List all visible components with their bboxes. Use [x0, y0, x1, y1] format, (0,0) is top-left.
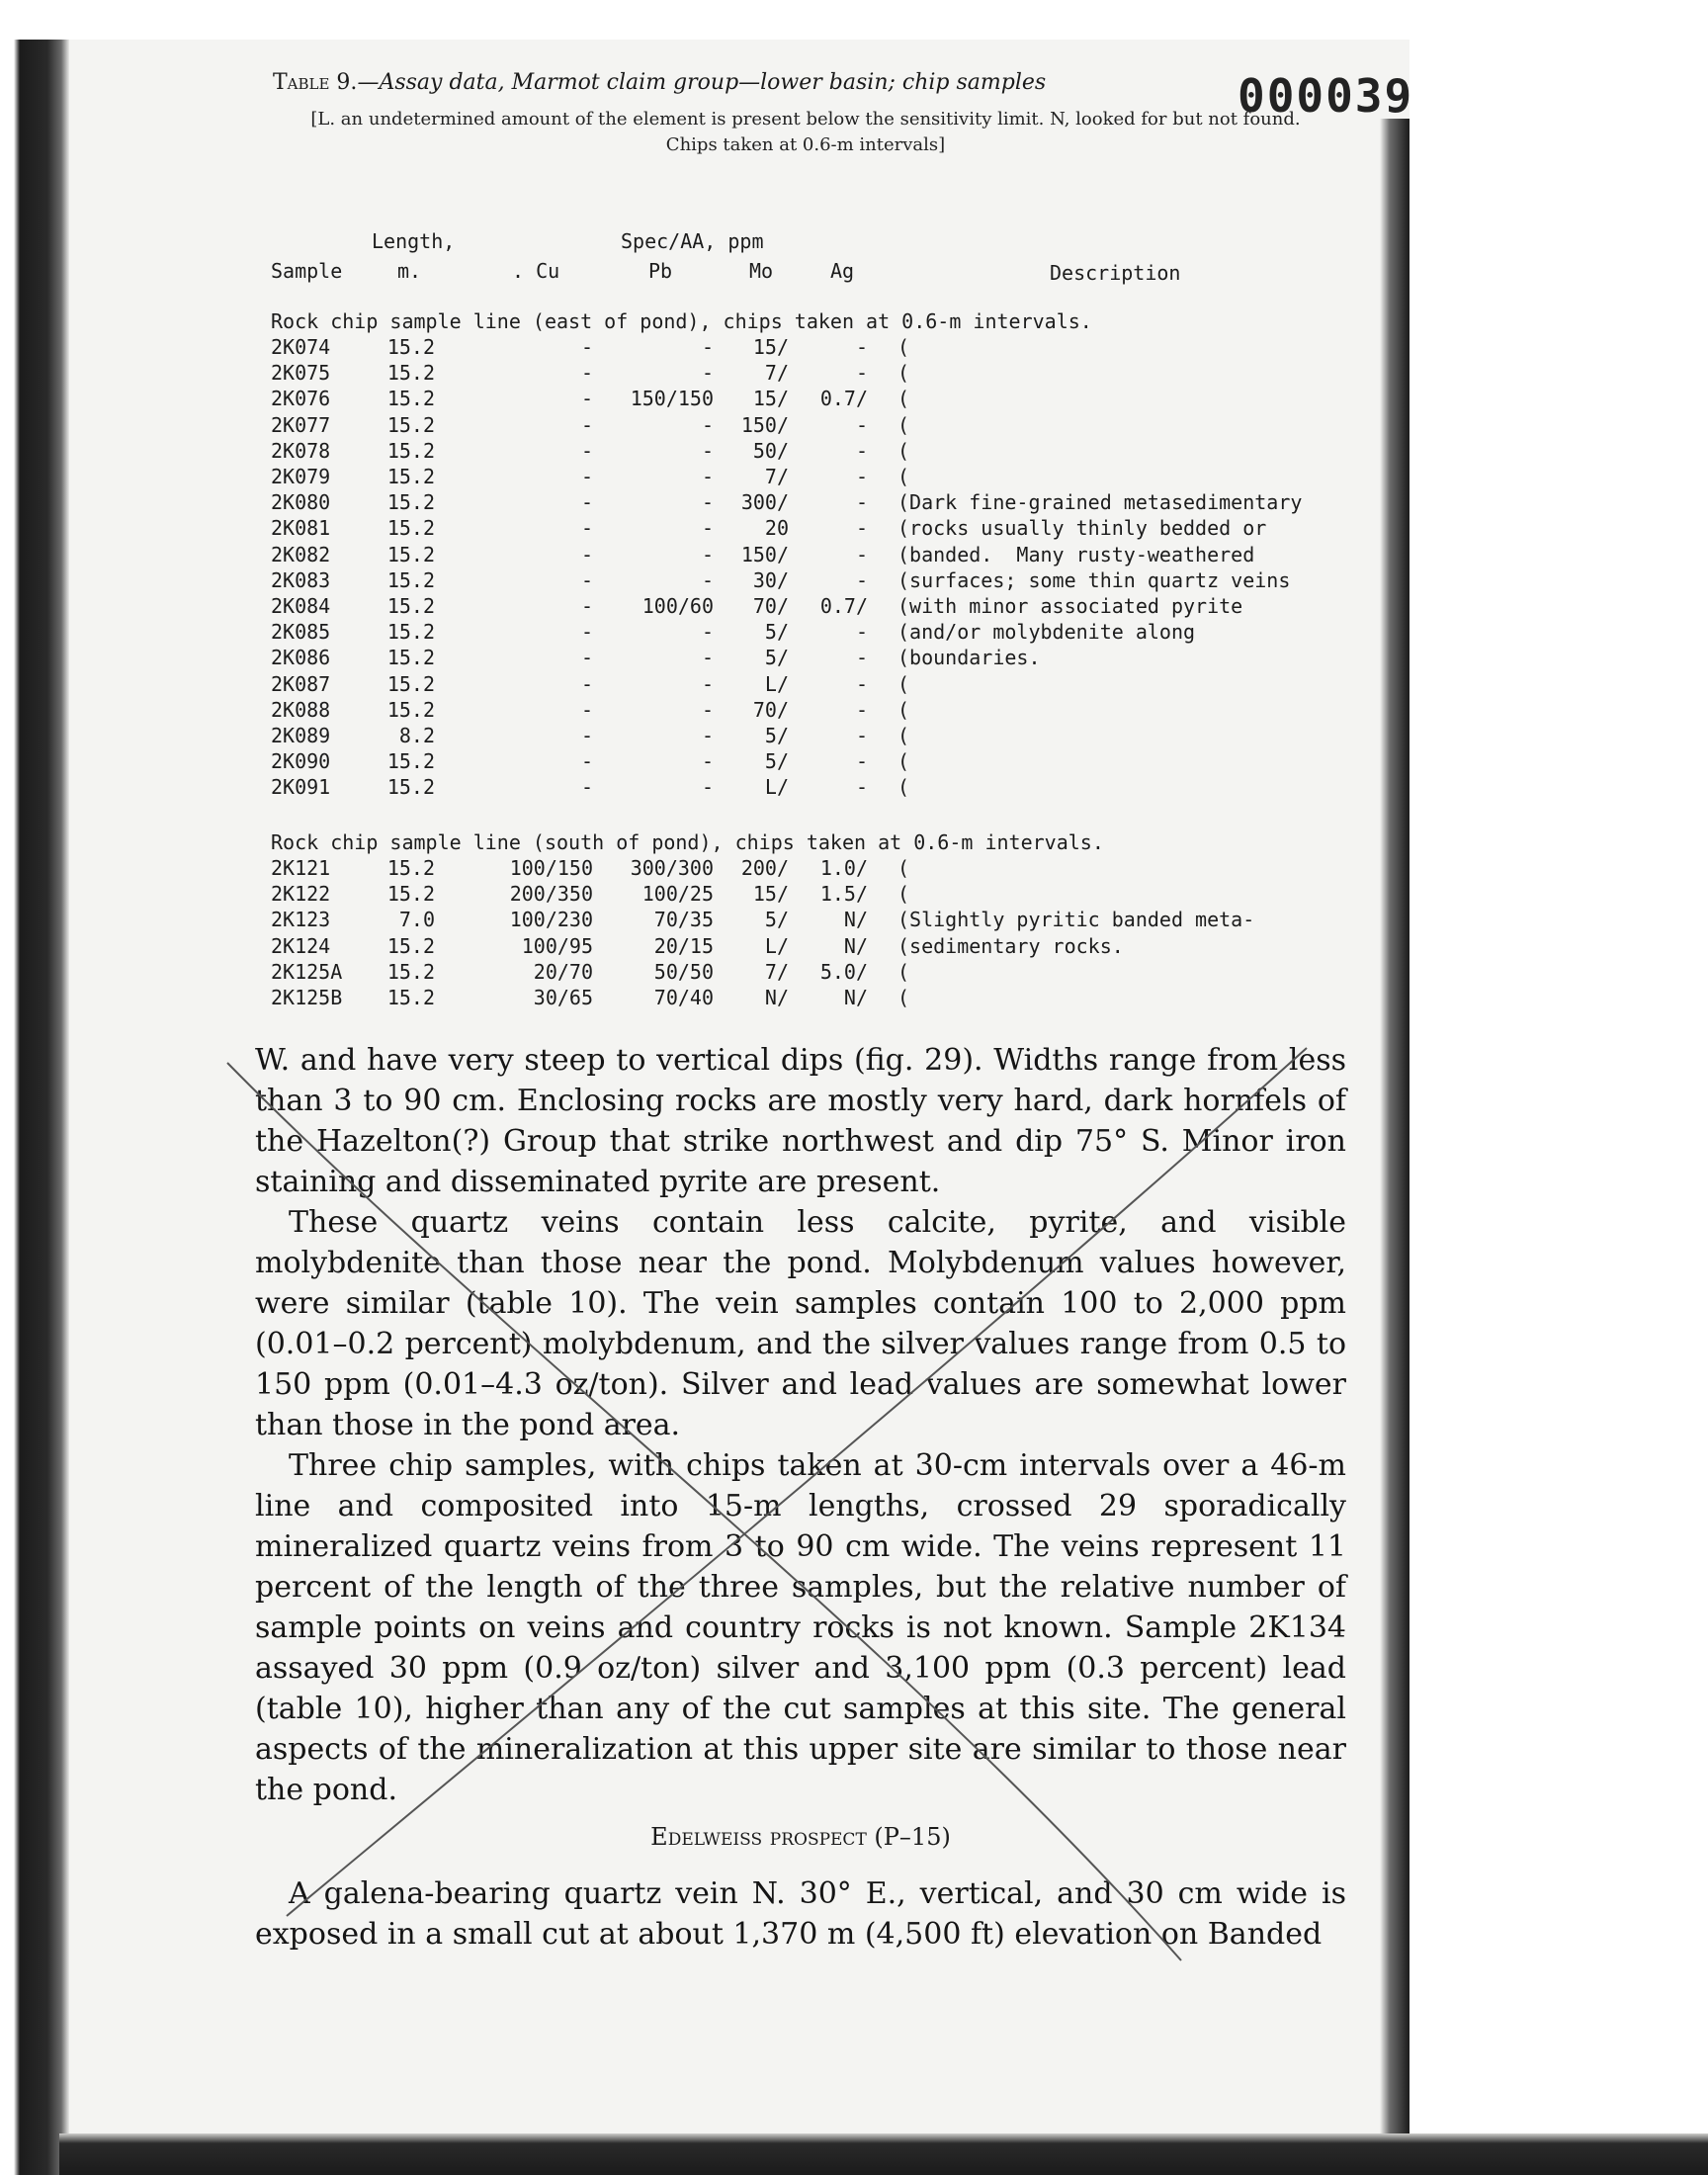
cell-sample: 2K076 — [271, 387, 331, 411]
cell-description: ( — [897, 671, 910, 696]
cell-length: 15.2 — [386, 594, 435, 618]
cell-ag: 5.0/ — [819, 959, 868, 984]
cell-length: 15.2 — [386, 412, 435, 437]
cell-mo: 300/ — [740, 490, 789, 515]
cell-pb: 70/40 — [653, 986, 714, 1009]
cell-sample: 2K087 — [271, 671, 331, 696]
cell-pb: - — [701, 490, 714, 515]
cell-pb: - — [701, 724, 714, 747]
cell-ag: 0.7/ — [819, 594, 868, 618]
cell-pb: - — [701, 542, 714, 566]
cell-length: 15.2 — [386, 542, 435, 566]
cell-description: (Slightly pyritic banded meta- — [897, 908, 1255, 932]
cell-pb: - — [701, 697, 714, 722]
cell-sample: 2K091 — [271, 775, 331, 800]
cell-sample: 2K123 — [271, 908, 331, 932]
cell-length: 15.2 — [386, 516, 435, 541]
cell-mo: L/ — [764, 933, 789, 958]
cell-mo: 7/ — [764, 959, 789, 984]
cell-cu: - — [580, 387, 593, 411]
cell-ag: - — [855, 697, 868, 722]
cell-mo: 70/ — [752, 697, 789, 722]
cell-length: 15.2 — [386, 387, 435, 411]
cell-cu: - — [580, 646, 593, 670]
cell-length: 15.2 — [386, 933, 435, 958]
cell-length: 15.2 — [386, 986, 435, 1009]
cell-ag: - — [855, 567, 868, 592]
table-title: —Assay data, Marmot claim group—lower basin; chip samples — [357, 70, 1047, 95]
cell-cu: - — [580, 671, 593, 696]
cell-description: ( — [897, 361, 910, 386]
cell-mo: 5/ — [764, 908, 789, 932]
cell-cu: - — [580, 697, 593, 722]
cell-sample: 2K086 — [271, 646, 331, 670]
cell-cu: - — [580, 412, 593, 437]
cell-description: ( — [897, 438, 910, 463]
cell-pb: - — [701, 775, 714, 800]
cell-sample: 2K088 — [271, 697, 331, 722]
cell-ag: - — [855, 749, 868, 774]
cell-sample: 2K074 — [271, 335, 331, 359]
header-description: Description — [1050, 261, 1181, 285]
header-pb: Pb — [648, 259, 673, 283]
cell-cu: - — [580, 465, 593, 488]
cell-pb: - — [701, 749, 714, 774]
cell-description: (banded. Many rusty-weathered — [897, 542, 1255, 566]
cell-description: ( — [897, 724, 910, 747]
cell-pb: 100/25 — [641, 882, 714, 907]
cell-sample: 2K082 — [271, 542, 331, 566]
cell-pb: - — [701, 335, 714, 359]
cell-sample: 2K081 — [271, 516, 331, 541]
cell-cu: - — [580, 335, 593, 359]
cell-mo: 5/ — [764, 646, 789, 670]
table-note-line-1: [L. an undetermined amount of the element is present below the sensitivity limit. N, looked for but not found. — [310, 109, 1301, 130]
cell-length: 15.2 — [386, 438, 435, 463]
cell-description: ( — [897, 335, 910, 359]
header-ag: Ag — [830, 259, 855, 283]
cell-cu: - — [580, 361, 593, 386]
cell-cu: - — [580, 567, 593, 592]
cell-sample: 2K084 — [271, 594, 331, 618]
cell-length: 15.2 — [386, 697, 435, 722]
cell-length: 15.2 — [386, 882, 435, 907]
cell-sample: 2K077 — [271, 412, 331, 437]
cell-sample: 2K089 — [271, 724, 331, 747]
header-sample: Sample — [271, 259, 343, 283]
cell-mo: 200/ — [740, 856, 789, 880]
cell-sample: 2K125A — [271, 959, 343, 984]
cell-pb: - — [701, 361, 714, 386]
cell-ag: - — [855, 620, 868, 645]
paragraph-4: A galena-bearing quartz vein N. 30° E., vertical, and 30 cm wide is exposed in a small cut at about 1,370 m (4,500 ft) elevation on Banded — [255, 1876, 1346, 1952]
cell-description: ( — [897, 749, 910, 774]
strike-line-2 — [287, 1048, 1307, 1916]
cell-length: 15.2 — [386, 361, 435, 386]
cell-description: ( — [897, 986, 910, 1009]
cell-pb: 150/150 — [630, 387, 714, 411]
cell-pb: 20/15 — [653, 933, 714, 958]
cell-cu: 100/230 — [509, 908, 593, 932]
header-length: m. — [397, 259, 422, 283]
cell-sample: 2K125B — [271, 986, 343, 1009]
cell-length: 15.2 — [386, 465, 435, 488]
cell-description: ( — [897, 465, 910, 488]
cell-ag: - — [855, 542, 868, 566]
cell-sample: 2K085 — [271, 620, 331, 645]
cell-length: 15.2 — [386, 749, 435, 774]
cell-length: 15.2 — [386, 567, 435, 592]
cell-ag: N/ — [843, 933, 868, 958]
cell-mo: 70/ — [752, 594, 789, 618]
cell-pb: - — [701, 465, 714, 488]
table-label: Table 9. — [273, 70, 358, 95]
cell-sample: 2K124 — [271, 933, 331, 958]
cell-description: ( — [897, 959, 910, 984]
cell-description: ( — [897, 775, 910, 800]
cell-cu: - — [580, 516, 593, 541]
cell-length: 7.0 — [398, 908, 435, 932]
cell-sample: 2K075 — [271, 361, 331, 386]
cell-pb: - — [701, 438, 714, 463]
cell-mo: 7/ — [764, 465, 789, 488]
cell-ag: - — [855, 412, 868, 437]
cell-length: 15.2 — [386, 959, 435, 984]
cell-pb: - — [701, 412, 714, 437]
paragraph-3: Three chip samples, with chips taken at 30-cm intervals over a 46-m line and composited into 15-m lengths, crossed 29 sporadically mineralized quartz veins from 3 to 90 cm wide. The veins represent 11 percent of the length of the three samples, but the relative number of sample points on veins and country rocks is not known. Sample 2K134 assayed 30 ppm (0.9 oz/ton) silver and 3,100 ppm (0.3 percent) lead (table 10), higher than any of the cut samples at this site. The general aspects of the mineralization at this upper site are similar to those near the pond. — [255, 1448, 1346, 1807]
cell-ag: - — [855, 724, 868, 747]
cell-sample: 2K090 — [271, 749, 331, 774]
cell-ag: - — [855, 671, 868, 696]
cell-cu: - — [580, 490, 593, 515]
cell-sample: 2K121 — [271, 856, 331, 880]
cell-pb: - — [701, 646, 714, 670]
section-heading-edelweiss: Edelweiss prospect (P–15) — [650, 1823, 951, 1851]
cell-sample: 2K078 — [271, 438, 331, 463]
cell-sample: 2K083 — [271, 567, 331, 592]
cell-description: (and/or molybdenite along — [897, 620, 1196, 645]
cell-mo: 15/ — [752, 882, 789, 907]
cell-length: 15.2 — [386, 671, 435, 696]
cell-mo: 15/ — [752, 387, 789, 411]
header-spec-top: Spec/AA, ppm — [621, 229, 764, 253]
cell-cu: 30/65 — [533, 986, 593, 1009]
cell-cu: - — [580, 724, 593, 747]
cell-length: 15.2 — [386, 335, 435, 359]
cell-ag: 0.7/ — [819, 387, 868, 411]
cell-cu: - — [580, 542, 593, 566]
cell-cu: - — [580, 594, 593, 618]
cell-description: (with minor associated pyrite — [897, 594, 1243, 618]
cell-description: ( — [897, 387, 910, 411]
cell-mo: N/ — [764, 986, 789, 1009]
cell-ag: - — [855, 490, 868, 515]
cell-ag: - — [855, 361, 868, 386]
cell-pb: 100/60 — [641, 594, 714, 618]
cell-cu: 100/95 — [521, 933, 593, 958]
section-title-east: Rock chip sample line (east of pond), chips taken at 0.6-m intervals. — [271, 309, 1092, 333]
cell-ag: - — [855, 775, 868, 800]
cell-cu: 200/350 — [509, 882, 593, 907]
cell-pb: 50/50 — [653, 959, 714, 984]
cell-mo: 150/ — [740, 412, 789, 437]
cell-ag: 1.0/ — [819, 856, 868, 880]
cell-length: 15.2 — [386, 775, 435, 800]
cell-cu: 100/150 — [509, 856, 593, 880]
cell-pb: 300/300 — [630, 856, 714, 880]
cell-mo: 50/ — [752, 438, 789, 463]
header-cu: . Cu — [512, 259, 560, 283]
header-mo: Mo — [749, 259, 774, 283]
cell-mo: 7/ — [764, 361, 789, 386]
cell-sample: 2K079 — [271, 465, 331, 488]
cell-mo: 20 — [764, 516, 789, 541]
cell-mo: 5/ — [764, 724, 789, 747]
cell-description: (rocks usually thinly bedded or — [897, 516, 1267, 541]
cell-cu: - — [580, 620, 593, 645]
strike-line-1 — [227, 1063, 1181, 1960]
cell-sample: 2K122 — [271, 882, 331, 907]
cell-description: (Dark fine-grained metasedimentary — [897, 490, 1303, 515]
cell-pb: 70/35 — [653, 908, 714, 932]
cell-description: ( — [897, 856, 910, 880]
cell-description: ( — [897, 882, 910, 907]
cell-length: 15.2 — [386, 856, 435, 880]
cell-cu: - — [580, 438, 593, 463]
cell-description: (surfaces; some thin quartz veins — [897, 567, 1291, 592]
cell-pb: - — [701, 671, 714, 696]
header-length-top: Length, — [372, 229, 456, 253]
cell-mo: 150/ — [740, 542, 789, 566]
cell-ag: - — [855, 646, 868, 670]
cell-ag: - — [855, 465, 868, 488]
cell-mo: 30/ — [752, 567, 789, 592]
cell-length: 8.2 — [398, 724, 435, 747]
cell-ag: - — [855, 335, 868, 359]
cell-mo: 15/ — [752, 335, 789, 359]
cell-cu: 20/70 — [533, 959, 593, 984]
cell-cu: - — [580, 775, 593, 800]
cell-description: ( — [897, 412, 910, 437]
cell-description: ( — [897, 697, 910, 722]
cell-length: 15.2 — [386, 620, 435, 645]
cell-ag: - — [855, 516, 868, 541]
cell-mo: L/ — [764, 775, 789, 800]
cell-pb: - — [701, 516, 714, 541]
cell-ag: N/ — [843, 986, 868, 1009]
paragraph-1: W. and have very steep to vertical dips (fig. 29). Widths range from less than 3 to 90 cm. Enclosing rocks are mostly very hard, dark hornfels of the Hazelton(?) Group that strike northwest and dip 75° S. Minor iron staining and disseminated pyrite are present. — [255, 1043, 1346, 1199]
cell-mo: 5/ — [764, 749, 789, 774]
cell-ag: N/ — [843, 908, 868, 932]
cell-mo: 5/ — [764, 620, 789, 645]
cell-length: 15.2 — [386, 646, 435, 670]
cell-length: 15.2 — [386, 490, 435, 515]
page-stamp-number: 000039 — [1238, 69, 1414, 123]
paragraph-2: These quartz veins contain less calcite, pyrite, and visible molybdenite than those near the pond. Molybdenum values however, were similar (table 10). The vein samples contain 100 to 2,000 ppm (0.01–0.2 percent) molybdenum, and the silver values range from 0.5 to 150 ppm (0.01–4.3 oz/ton). Silver and lead values are somewhat lower than those in the pond area. — [255, 1205, 1346, 1442]
section-title-south: Rock chip sample line (south of pond), chips taken at 0.6-m intervals. — [271, 830, 1104, 854]
cell-ag: 1.5/ — [819, 882, 868, 907]
cell-pb: - — [701, 620, 714, 645]
cell-pb: - — [701, 567, 714, 592]
cell-ag: - — [855, 438, 868, 463]
cell-sample: 2K080 — [271, 490, 331, 515]
cell-description: (boundaries. — [897, 646, 1041, 670]
table-note-line-2: Chips taken at 0.6-m intervals] — [665, 134, 946, 155]
cell-cu: - — [580, 749, 593, 774]
cell-mo: L/ — [764, 671, 789, 696]
cell-description: (sedimentary rocks. — [897, 933, 1124, 958]
